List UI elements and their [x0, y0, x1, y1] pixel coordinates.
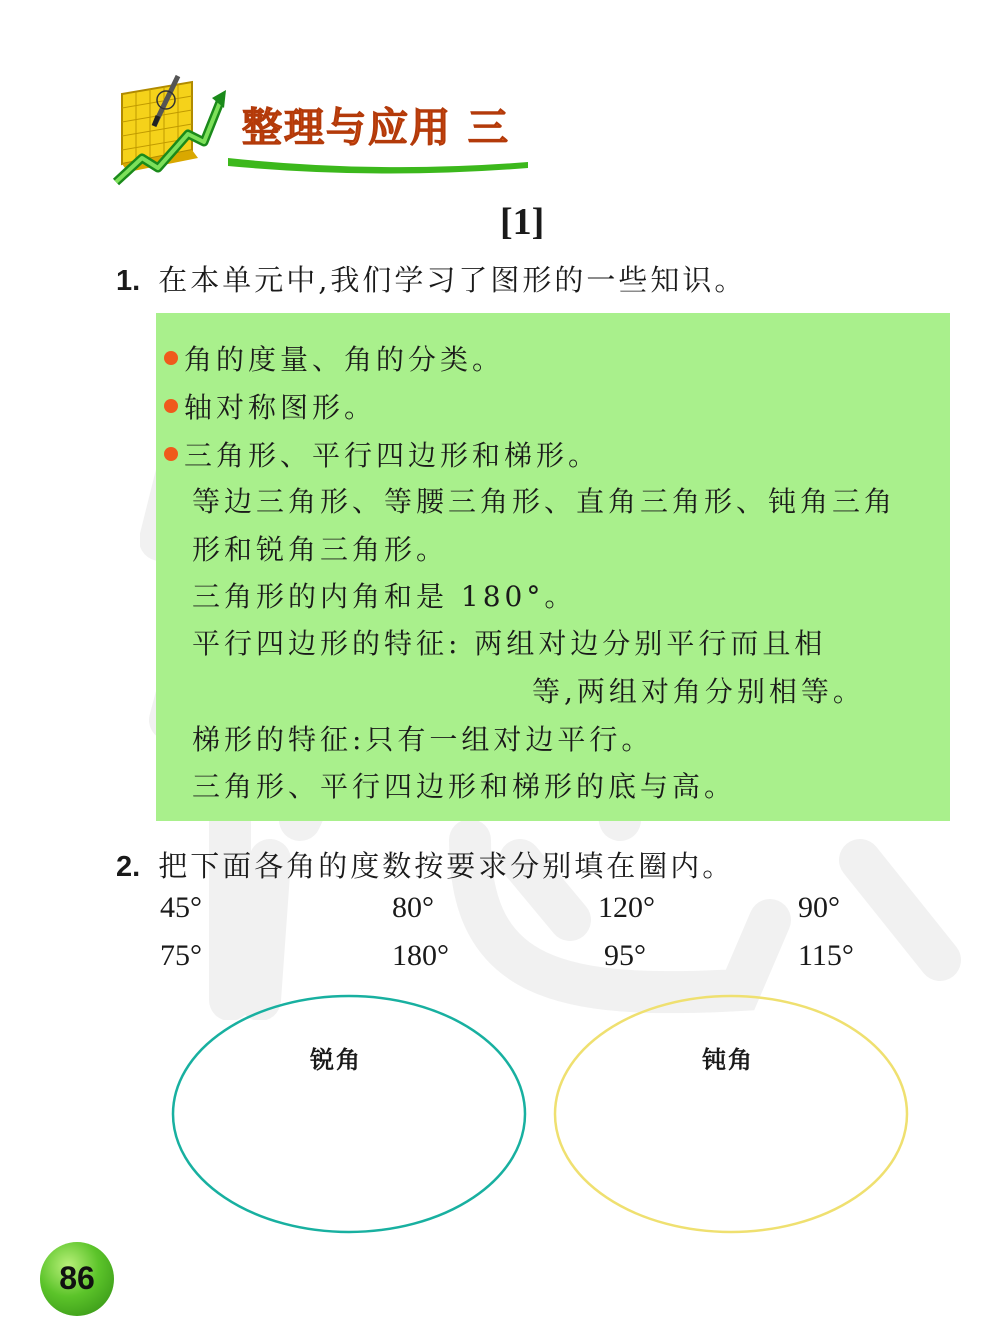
- summary-item-symmetry: 轴对称图形。: [164, 386, 376, 426]
- angle-value: 45°: [160, 891, 202, 924]
- section-number: [1]: [500, 201, 545, 243]
- summary-line-parallelogram: 平行四边形的特征: 两组对边分别平行而且相: [192, 627, 827, 660]
- angle-value: 90°: [798, 891, 840, 924]
- question-2: [116, 844, 734, 885]
- summary-item-shapes: 三角形、平行四边形和梯形。: [164, 434, 600, 474]
- question-1: [116, 258, 746, 299]
- header-swoosh: [228, 150, 528, 174]
- angle-value: 115°: [798, 939, 854, 972]
- summary-item-angles: 角的度量、角的分类。: [164, 338, 504, 378]
- angle-value: 95°: [604, 939, 646, 972]
- question-1-text: 在本单元中,我们学习了图形的一些知识。: [158, 263, 747, 297]
- bullet-icon: [164, 447, 178, 461]
- summary-line-base-height: 三角形、平行四边形和梯形的底与高。: [192, 770, 737, 803]
- header-title: 整理与应用 三: [242, 105, 510, 151]
- angle-value: 75°: [160, 939, 202, 972]
- acute-angle-label: 锐角: [310, 1045, 362, 1074]
- angle-value: 80°: [392, 891, 434, 924]
- bullet-icon: [164, 351, 178, 365]
- bullet-icon: [164, 399, 178, 413]
- summary-line-parallelogram-cont: 等,两组对角分别相等。: [532, 675, 865, 708]
- obtuse-angle-circle[interactable]: [550, 990, 912, 1240]
- angle-value: 180°: [392, 939, 449, 972]
- question-1-number: 1.: [116, 265, 141, 297]
- summary-line-trapezoid: 梯形的特征:只有一组对边平行。: [192, 723, 654, 756]
- question-2-number: 2.: [116, 851, 141, 883]
- page-number: 86: [59, 1260, 95, 1296]
- obtuse-angle-label: 钝角: [702, 1045, 754, 1074]
- question-2-text: 把下面各角的度数按要求分别填在圈内。: [158, 849, 735, 883]
- angle-value: 120°: [598, 891, 655, 924]
- chart-arrow-icon: [108, 72, 228, 190]
- summary-line-triangle-types: 等边三角形、等腰三角形、直角三角形、钝角三角: [192, 485, 897, 518]
- summary-line-triangle-types-cont: 形和锐角三角形。: [192, 533, 449, 566]
- summary-line-angle-sum: 三角形的内角和是 180°。: [192, 580, 577, 613]
- acute-angle-circle[interactable]: [168, 990, 530, 1240]
